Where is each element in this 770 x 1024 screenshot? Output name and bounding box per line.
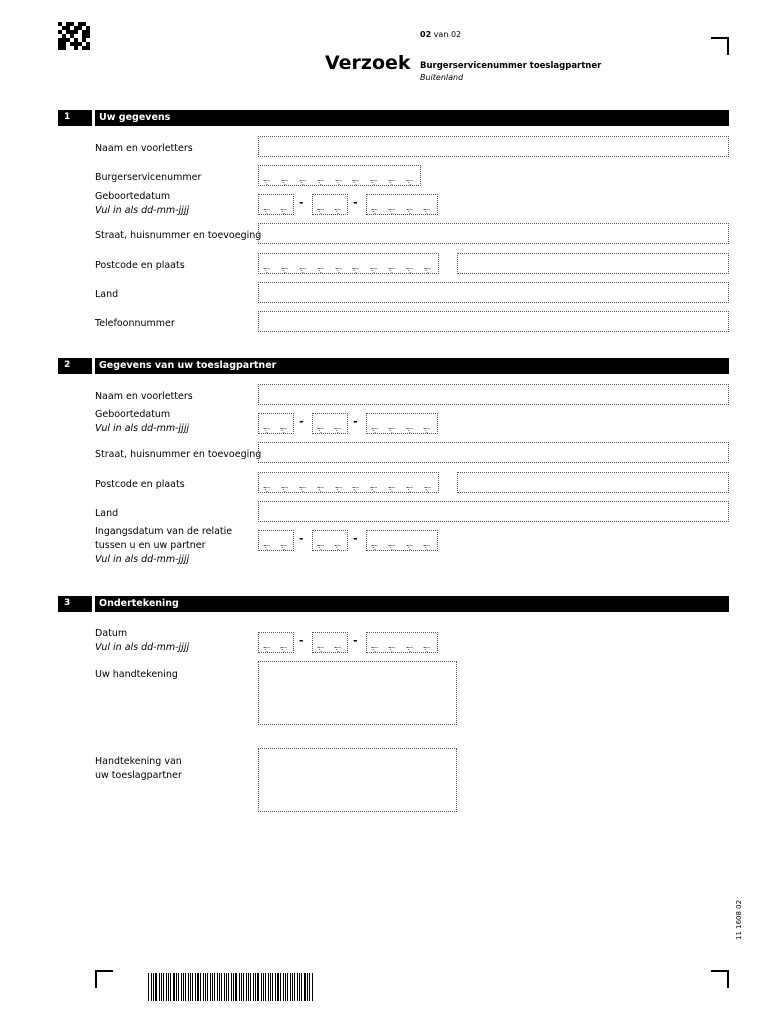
partner-street-field[interactable] xyxy=(258,442,729,463)
field-divider xyxy=(317,647,327,652)
section-1-title: Uw gegevens xyxy=(95,110,729,126)
barcode-bar xyxy=(299,973,300,1001)
barcode-bar xyxy=(190,973,191,1001)
field-divider xyxy=(371,268,381,273)
field-divider xyxy=(299,487,309,492)
field-divider xyxy=(388,647,398,652)
corner-mark-bottom-left xyxy=(95,970,113,988)
field-divider xyxy=(263,428,273,433)
field-divider xyxy=(280,209,290,214)
label-relation-start: Ingangsdatum van de relatie tussen u en uw partner Vul in als dd-mm-jjjj xyxy=(95,526,233,565)
partner-dob-month-field[interactable] xyxy=(312,413,348,434)
barcode-bar xyxy=(241,973,242,1001)
label-partner-dob: Geboortedatum Vul in als dd-mm-jjjj xyxy=(95,409,190,434)
dob-day-field[interactable] xyxy=(258,194,294,215)
label-postcode: Postcode en plaats xyxy=(95,260,185,271)
barcode-icon xyxy=(148,973,314,1001)
phone-field[interactable] xyxy=(258,311,729,332)
field-divider xyxy=(281,487,291,492)
street-field[interactable] xyxy=(258,223,729,244)
field-divider xyxy=(280,647,290,652)
barcode-bar xyxy=(181,973,182,1001)
barcode-bar xyxy=(253,973,254,1001)
field-divider xyxy=(371,209,381,214)
field-divider xyxy=(317,268,327,273)
field-divider xyxy=(335,268,345,273)
field-divider xyxy=(388,487,398,492)
form-code: 11 1608 02 xyxy=(735,899,743,940)
field-divider xyxy=(423,209,433,214)
label-partner-street: Straat, huisnummer en toevoeging xyxy=(95,449,262,460)
field-divider xyxy=(263,268,273,273)
date-separator: - xyxy=(299,532,304,545)
date-separator: - xyxy=(299,634,304,647)
signature-box[interactable] xyxy=(258,661,457,725)
barcode-bar xyxy=(192,973,193,1001)
section-2-title: Gegevens van uw toeslagpartner xyxy=(95,358,729,374)
label-country: Land xyxy=(95,289,119,300)
partner-dob-day-field[interactable] xyxy=(258,413,294,434)
corner-mark-bottom-right xyxy=(711,970,729,988)
barcode-bar xyxy=(297,973,298,1001)
label-signature: Uw handtekening xyxy=(95,669,178,680)
barcode-bar xyxy=(173,973,175,1001)
barcode-bar xyxy=(205,973,206,1001)
barcode-bar xyxy=(246,973,247,1001)
relation-start-year-field[interactable] xyxy=(366,530,438,551)
barcode-bar xyxy=(155,973,157,1001)
field-divider xyxy=(317,487,327,492)
partner-country-field[interactable] xyxy=(258,501,729,522)
date-separator: - xyxy=(353,415,358,428)
city-field[interactable] xyxy=(457,253,729,274)
name-field[interactable] xyxy=(258,136,729,157)
form-subtitle-region: Buitenland xyxy=(420,73,464,82)
label-name: Naam en voorletters xyxy=(95,143,193,154)
corner-mark-top-right xyxy=(711,37,729,55)
field-divider xyxy=(423,428,433,433)
field-divider xyxy=(280,428,290,433)
partner-name-field[interactable] xyxy=(258,384,729,405)
field-divider xyxy=(406,487,416,492)
date-separator: - xyxy=(353,634,358,647)
field-divider xyxy=(424,487,434,492)
barcode-bar xyxy=(226,973,227,1001)
barcode-bar xyxy=(176,973,177,1001)
barcode-bar xyxy=(309,973,310,1001)
date-separator: - xyxy=(353,196,358,209)
field-divider xyxy=(406,268,416,273)
label-dob: Geboortedatum Vul in als dd-mm-jjjj xyxy=(95,191,190,216)
barcode-bar xyxy=(312,973,313,1001)
field-divider xyxy=(353,268,363,273)
field-divider xyxy=(353,487,363,492)
field-divider xyxy=(353,180,363,185)
section-3-title: Ondertekening xyxy=(95,596,729,612)
barcode-bar xyxy=(280,973,281,1001)
barcode-bar xyxy=(203,973,204,1001)
dob-year-field[interactable] xyxy=(366,194,438,215)
barcode-bar xyxy=(283,973,284,1001)
field-divider xyxy=(335,180,345,185)
date-separator: - xyxy=(299,415,304,428)
field-divider xyxy=(406,180,416,185)
label-partner-country: Land xyxy=(95,508,119,519)
field-divider xyxy=(388,545,398,550)
barcode-bar xyxy=(228,973,229,1001)
label-partner-name: Naam en voorletters xyxy=(95,391,193,402)
field-divider xyxy=(263,209,273,214)
field-divider xyxy=(406,209,416,214)
field-divider xyxy=(371,545,381,550)
field-divider xyxy=(317,428,327,433)
barcode-bar xyxy=(170,973,171,1001)
barcode-bar xyxy=(304,973,306,1001)
field-divider xyxy=(281,268,291,273)
field-divider xyxy=(424,268,434,273)
field-divider xyxy=(263,545,273,550)
barcode-bar xyxy=(272,973,273,1001)
partner-city-field[interactable] xyxy=(457,472,729,493)
partner-signature-box[interactable] xyxy=(258,748,457,812)
barcode-bar xyxy=(188,973,189,1001)
field-divider xyxy=(334,209,344,214)
barcode-bar xyxy=(265,973,266,1001)
relation-start-month-field[interactable] xyxy=(312,530,348,551)
sign-date-year-field[interactable] xyxy=(366,632,438,653)
barcode-bar xyxy=(153,973,154,1001)
section-2-number: 2 xyxy=(58,358,92,374)
barcode-bar xyxy=(231,973,232,1001)
barcode-bar xyxy=(200,973,201,1001)
field-divider xyxy=(423,545,433,550)
barcode-bar xyxy=(287,973,288,1001)
barcode-bar xyxy=(261,973,262,1001)
barcode-bar xyxy=(148,973,149,1001)
field-divider xyxy=(317,180,327,185)
barcode-bar xyxy=(224,973,225,1001)
datamatrix-code-icon xyxy=(58,22,90,50)
barcode-bar xyxy=(151,973,152,1001)
barcode-bar xyxy=(210,973,211,1001)
barcode-bar xyxy=(243,973,244,1001)
field-divider xyxy=(263,180,273,185)
form-subtitle: Burgerservicenummer toeslagpartner xyxy=(420,61,602,71)
sign-date-day-field[interactable] xyxy=(258,632,294,653)
barcode-bar xyxy=(221,973,222,1001)
field-divider xyxy=(406,545,416,550)
page-number: 02 van 02 xyxy=(420,30,462,39)
barcode-bar xyxy=(257,973,259,1001)
barcode-bar xyxy=(235,973,237,1001)
barcode-bar xyxy=(212,973,213,1001)
field-divider xyxy=(423,647,433,652)
field-divider xyxy=(388,180,398,185)
field-divider xyxy=(280,545,290,550)
field-divider xyxy=(263,647,273,652)
field-divider xyxy=(371,428,381,433)
barcode-bar xyxy=(183,973,184,1001)
barcode-bar xyxy=(250,973,251,1001)
barcode-bar xyxy=(195,973,196,1001)
field-divider xyxy=(388,268,398,273)
field-divider xyxy=(335,487,345,492)
label-bsn: Burgerservicenummer xyxy=(95,172,202,183)
barcode-bar xyxy=(217,973,219,1001)
field-divider xyxy=(334,428,344,433)
dob-month-field[interactable] xyxy=(312,194,348,215)
field-divider xyxy=(299,180,309,185)
field-divider xyxy=(406,647,416,652)
barcode-bar xyxy=(275,973,276,1001)
field-divider xyxy=(371,487,381,492)
field-divider xyxy=(406,428,416,433)
barcode-bar xyxy=(219,973,220,1001)
field-divider xyxy=(299,268,309,273)
barcode-bar xyxy=(166,973,167,1001)
bsn-field[interactable] xyxy=(258,165,421,186)
partner-postcode-field[interactable] xyxy=(258,472,439,493)
field-divider xyxy=(371,180,381,185)
field-divider xyxy=(388,209,398,214)
barcode-bar xyxy=(178,973,179,1001)
barcode-bar xyxy=(285,973,286,1001)
code-cell xyxy=(86,46,90,50)
barcode-bar xyxy=(255,973,256,1001)
barcode-bar xyxy=(159,973,160,1001)
section-3-number: 3 xyxy=(58,596,92,612)
label-partner-signature: Handtekening van uw toeslagpartner xyxy=(95,756,182,781)
barcode-bar xyxy=(290,973,291,1001)
section-1-number: 1 xyxy=(58,110,92,126)
field-divider xyxy=(334,647,344,652)
barcode-bar xyxy=(268,973,269,1001)
barcode-bar xyxy=(185,973,186,1001)
field-divider xyxy=(388,428,398,433)
sign-date-month-field[interactable] xyxy=(312,632,348,653)
postcode-field[interactable] xyxy=(258,253,439,274)
label-street: Straat, huisnummer en toevoeging xyxy=(95,230,262,241)
barcode-bar xyxy=(277,973,279,1001)
page-title: Verzoek xyxy=(325,52,411,74)
barcode-bar xyxy=(301,973,302,1001)
country-field[interactable] xyxy=(258,282,729,303)
barcode-bar xyxy=(163,973,164,1001)
barcode-bar xyxy=(161,973,162,1001)
date-separator: - xyxy=(353,532,358,545)
date-separator: - xyxy=(299,196,304,209)
field-divider xyxy=(263,487,273,492)
barcode-bar xyxy=(294,973,295,1001)
barcode-bar xyxy=(307,973,308,1001)
barcode-bar xyxy=(239,973,240,1001)
barcode-bar xyxy=(207,973,208,1001)
partner-dob-year-field[interactable] xyxy=(366,413,438,434)
field-divider xyxy=(334,545,344,550)
barcode-bar xyxy=(197,973,199,1001)
label-phone: Telefoonnummer xyxy=(95,318,175,329)
field-divider xyxy=(317,209,327,214)
barcode-bar xyxy=(292,973,293,1001)
barcode-bar xyxy=(214,973,215,1001)
label-partner-postcode: Postcode en plaats xyxy=(95,479,185,490)
field-divider xyxy=(371,647,381,652)
barcode-bar xyxy=(248,973,249,1001)
relation-start-day-field[interactable] xyxy=(258,530,294,551)
field-divider xyxy=(281,180,291,185)
field-divider xyxy=(317,545,327,550)
label-date: Datum Vul in als dd-mm-jjjj xyxy=(95,628,190,653)
barcode-bar xyxy=(263,973,264,1001)
barcode-bar xyxy=(233,973,234,1001)
barcode-bar xyxy=(270,973,271,1001)
barcode-bar xyxy=(168,973,169,1001)
